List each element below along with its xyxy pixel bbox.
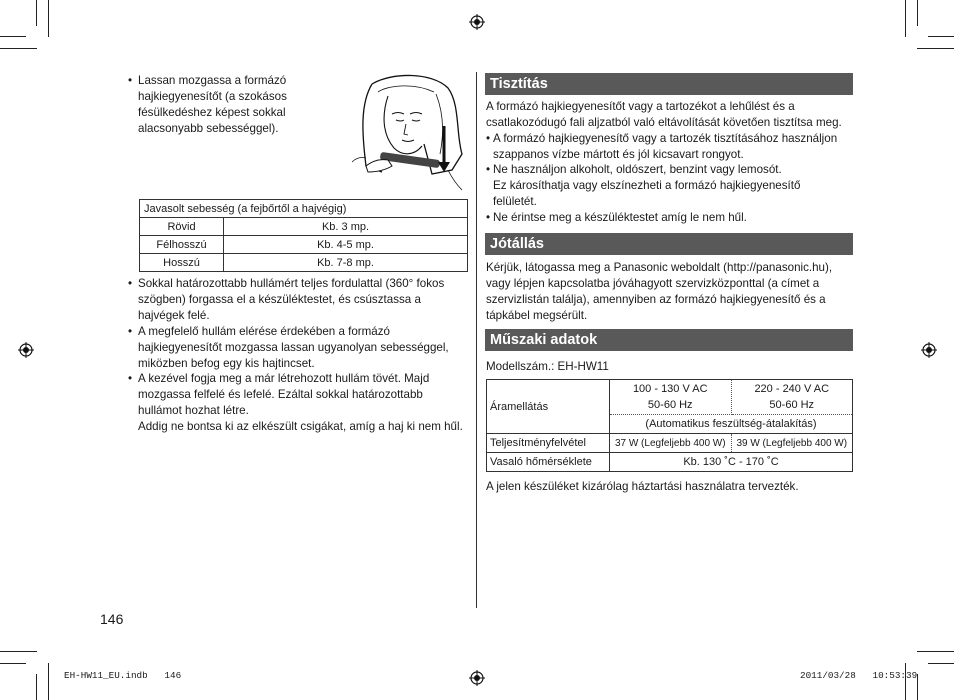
table-row: Vasaló hőmérséklete Kb. 130 ˚C - 170 ˚C bbox=[487, 453, 853, 472]
footer-file-info: EH-HW11_EU.indb 146 bbox=[64, 670, 182, 681]
cleaning-intro: A formázó hajkiegyenesítőt vagy a tartozékot a lehűlést és a csatlakozódugó fali aljzatból való eltávolítását követően tisztítsa meg. bbox=[486, 100, 842, 129]
page-number: 146 bbox=[100, 611, 124, 627]
table-row: (Automatikus feszültség-átalakítás) bbox=[487, 415, 853, 434]
cleaning-bullet: • Ne használjon alkoholt, oldószert, benzint vagy lemosót. Ez károsíthatja vagy elszínezheti a formázó hajkiegyenesítő felületét. bbox=[486, 163, 801, 208]
crop-mark bbox=[905, 0, 906, 37]
warranty-text: Kérjük, látogassa meg a Panasonic weboldalt (http://panasonic.hu), vagy lépjen kapcsolatba jóváhagyott szervizközponttal (a címet a szervizlistán találja), amennyiben az formázó hajkiegyenesítő és a tápkábel megsérült. bbox=[486, 261, 833, 322]
crop-mark bbox=[0, 663, 26, 664]
bullet-icon: • bbox=[128, 74, 133, 87]
cleaning-bullet: • A formázó hajkiegyenesítő vagy a tartozék tisztításához használjon szappanos vízbe mártott és jól kicsavart rongyot. bbox=[486, 132, 838, 161]
table-row: Rövid Kb. 3 mp. bbox=[140, 218, 468, 236]
registration-mark-icon bbox=[469, 14, 485, 30]
crop-mark bbox=[917, 48, 954, 49]
crop-mark bbox=[905, 663, 906, 700]
bullet-even-speed: • A megfelelő hullám elérése érdekében a formázó hajkiegyenesítőt mozgassa lassan ugyanolyan sebességgel, miközben befog egy kis hajtincset. bbox=[128, 325, 449, 370]
crop-mark bbox=[36, 674, 37, 700]
household-use-note: A jelen készüléket kizárólag háztartási használatra tervezték. bbox=[486, 480, 799, 493]
footer-timestamp: 2011/03/28 10:53:39 bbox=[800, 670, 918, 681]
table-row: Áramellátás 100 - 130 V AC 50-60 Hz 220 - 240 V AC 50-60 Hz bbox=[487, 380, 853, 415]
model-number: Modellszám.: EH-HW11 bbox=[486, 360, 609, 373]
crop-mark bbox=[928, 36, 954, 37]
section-header-specs: Műszaki adatok bbox=[485, 329, 853, 351]
column-divider bbox=[476, 72, 477, 608]
registration-mark-icon bbox=[18, 342, 34, 358]
cleaning-bullet: • Ne érintse meg a készüléktestet amíg le nem hűl. bbox=[486, 211, 747, 224]
table-row: Hosszú Kb. 7-8 mp. bbox=[140, 254, 468, 272]
bullet-icon: • bbox=[128, 277, 133, 290]
bullet-icon: • bbox=[486, 163, 491, 176]
bullet-slow-motion: • Lassan mozgassa a formázó hajkiegyenesítőt (a szokásos fésülkedéshez képest sokkal alacsonyabb sebességgel). bbox=[128, 74, 287, 135]
bullet-full-rotation: • Sokkal határozottabb hullámért teljes fordulattal (360° fokos szögben) forgassa el a készüléktestet, és csúsztassa a hajvégek felé. bbox=[128, 277, 445, 322]
crop-mark bbox=[0, 48, 37, 49]
crop-mark bbox=[36, 0, 37, 26]
section-header-warranty: Jótállás bbox=[485, 233, 853, 255]
crop-mark bbox=[928, 663, 954, 664]
table-row: Teljesítményfelvétel 37 W (Legfeljebb 400 W) 39 W (Legfeljebb 400 W) bbox=[487, 434, 853, 453]
speed-table bbox=[139, 199, 468, 272]
bullet-icon: • bbox=[128, 372, 133, 385]
registration-mark-icon bbox=[469, 670, 485, 686]
crop-mark bbox=[917, 651, 954, 652]
hair-styling-illustration bbox=[352, 74, 468, 194]
bullet-icon: • bbox=[128, 325, 133, 338]
crop-mark bbox=[48, 0, 49, 37]
bullet-hold-base: • A kezével fogja meg a már létrehozott hullám tövét. Majd mozgassa felfelé és lefelé. Ezáltal sokkal határozottabb hullámot hozhat létre. Addig ne bontsa ki az elkészült csigákat, amíg a haj ki nem hűl. bbox=[128, 372, 463, 433]
speed-table-header: Javasolt sebesség (a fejbőrtől a hajvégig) bbox=[140, 200, 468, 218]
crop-mark bbox=[0, 651, 37, 652]
table-row: Félhosszú Kb. 4-5 mp. bbox=[140, 236, 468, 254]
registration-mark-icon bbox=[921, 342, 937, 358]
bullet-icon: • bbox=[486, 132, 491, 145]
crop-mark bbox=[48, 663, 49, 700]
section-header-cleaning: Tisztítás bbox=[485, 73, 853, 95]
crop-mark bbox=[917, 0, 918, 26]
crop-mark bbox=[0, 36, 26, 37]
bullet-icon: • bbox=[486, 211, 491, 224]
specs-table bbox=[486, 379, 853, 472]
